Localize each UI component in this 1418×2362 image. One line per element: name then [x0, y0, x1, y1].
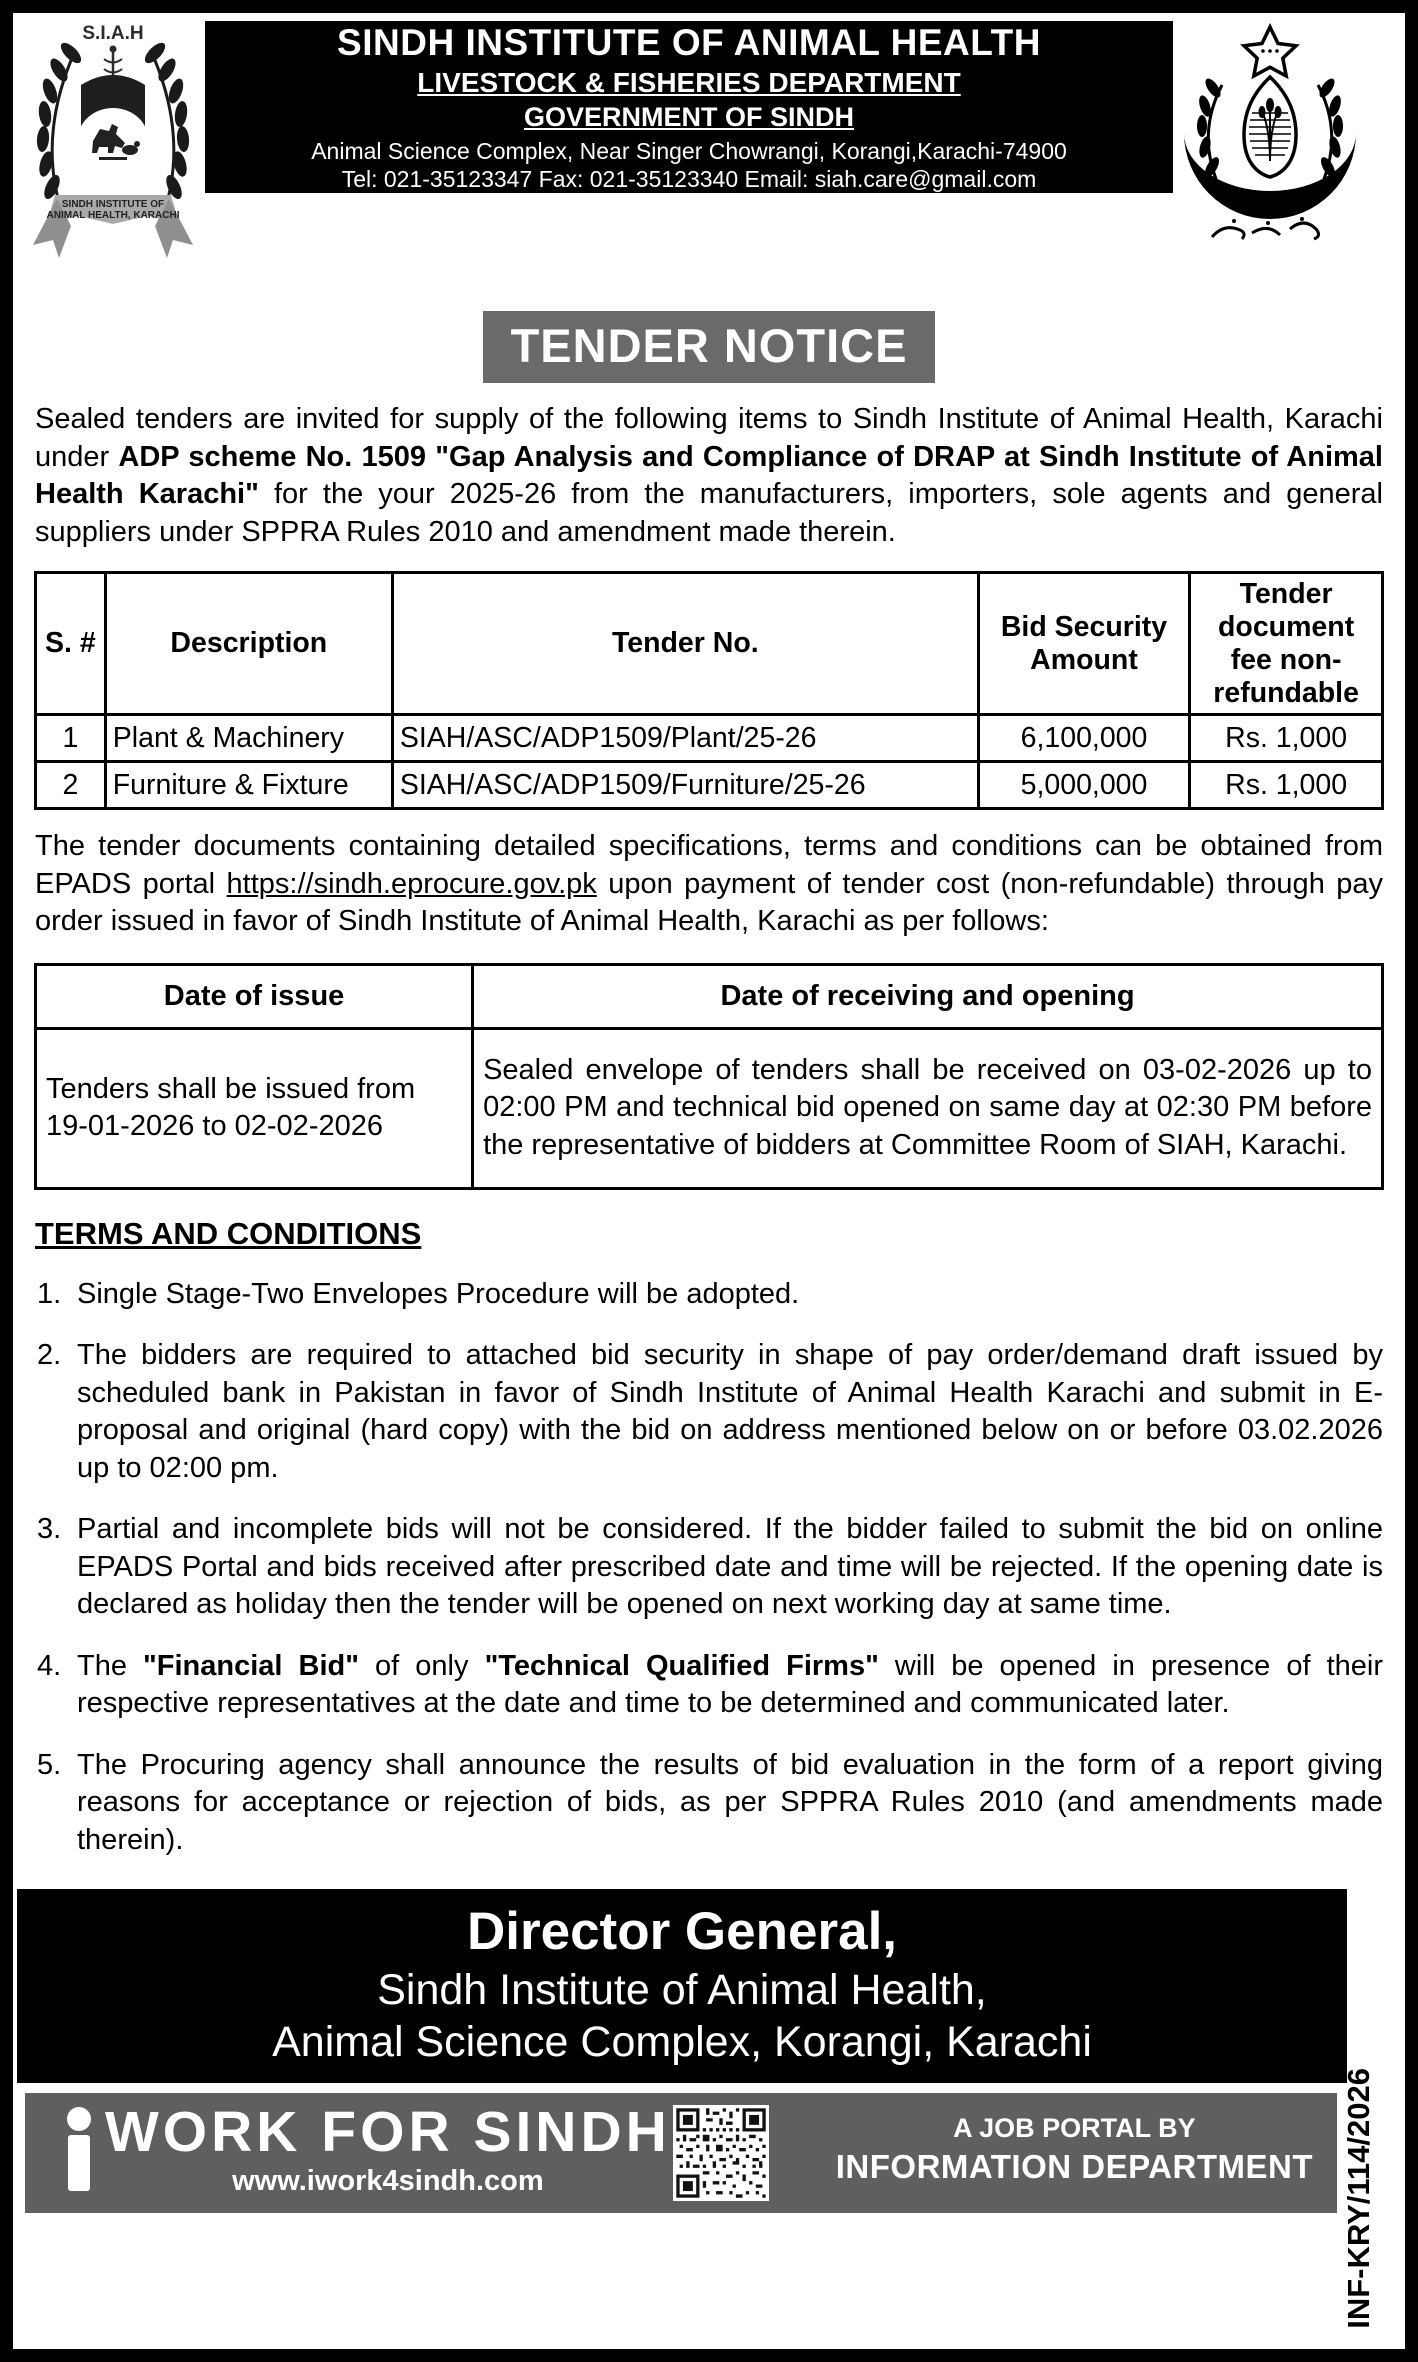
- term-item-5: [35, 1747, 1383, 1860]
- item-description: Furniture & Fixture: [105, 762, 392, 809]
- sindh-govt-emblem-graphic: [1150, 21, 1390, 271]
- intro-text: Sealed tenders are invited for supply of the following items to Sindh Institute of Animal Health, Karachi under: [35, 403, 1383, 473]
- laurel-left: [1197, 76, 1224, 179]
- star-icon: [1244, 27, 1296, 76]
- siah-logo: [27, 19, 199, 271]
- item-bid-security: 6,100,000: [978, 715, 1189, 762]
- terms-heading: TERMS AND CONDITIONS: [35, 1215, 422, 1251]
- item-doc-fee: Rs. 1,000: [1190, 715, 1383, 762]
- term-text: of only: [359, 1649, 485, 1682]
- term-number: 5.: [37, 1748, 62, 1781]
- signature-block: [17, 1889, 1347, 2083]
- item-description: Plant & Machinery: [105, 715, 392, 762]
- items-table-header-row: [36, 573, 1383, 715]
- term-number: 4.: [37, 1649, 62, 1682]
- item-sno: 1: [36, 715, 106, 762]
- eprocure-link[interactable]: https://sindh.eprocure.gov.pk: [226, 867, 597, 900]
- term-number: 3.: [37, 1513, 62, 1545]
- siah-acronym-label: S.I.A.H: [82, 23, 144, 44]
- portal-text-tail: upon payment of tender cost (non-refundable) through pay order issued in favor of Sindh Institute of Animal Health, Karachi as per follows:: [35, 867, 1383, 937]
- title-row: [23, 311, 1395, 383]
- signatory-title: Director General,: [466, 1902, 898, 1961]
- org-address: Animal Science Complex, Near Singer Chowrangi, Korangi,Karachi-74900: [311, 137, 1067, 164]
- signatory-org: Sindh Institute of Animal Health,: [377, 1966, 987, 2014]
- advert-reference-number: INF-KRY/114/2026: [1341, 2068, 1376, 2329]
- term-text: will be opened in presence of their respective representatives at the date and time to be determined and communicated later.: [77, 1649, 1383, 1719]
- siah-emblem-graphic: [27, 19, 199, 271]
- urdu-script: [1212, 217, 1319, 239]
- intro-scheme-bold: ADP scheme No. 1509 "Gap Analysis and Compliance of DRAP at Sindh Institute of Animal Health Karachi": [35, 440, 1383, 510]
- item-doc-fee: Rs. 1,000: [1190, 762, 1383, 809]
- term-bold-financial-bid: "Financial Bid": [143, 1649, 359, 1682]
- items-table: [34, 571, 1384, 810]
- tagline-line2: INFORMATION DEPARTMENT: [835, 2148, 1313, 2185]
- dates-header-issue: Date of issue: [36, 964, 473, 1028]
- term-text: The Procuring agency shall announce the results of bid evaluation in the form of a report giving reasons for acceptance or rejection of bids, as per SPPRA Rules 2010 (and amendments made therein).: [77, 1748, 1383, 1856]
- ribbon-text-line1: SINDH INSTITUTE OF: [61, 199, 165, 210]
- banner-url[interactable]: www.iwork4sindh.com: [232, 2165, 544, 2197]
- term-number: 1.: [37, 1277, 62, 1310]
- portal-paragraph: [35, 828, 1383, 941]
- dates-table: [34, 963, 1384, 1190]
- header: [23, 19, 1395, 275]
- item-sno: 2: [36, 762, 106, 809]
- dates-table-header-row: [36, 964, 1383, 1028]
- term-item-2: [35, 1337, 1383, 1487]
- ribbon-banner: [33, 195, 193, 258]
- tagline-line1: A JOB PORTAL BY: [953, 2113, 1196, 2143]
- term-text: The: [77, 1649, 144, 1682]
- term-number: 2.: [37, 1339, 62, 1371]
- items-header-sno: S. #: [36, 573, 106, 715]
- term-text: Partial and incomplete bids will not be considered. If the bidder failed to submit the bid on online EPADS Portal and bids received after prescribed date and time will be rejected. If the opening date is declared as holiday then the tender will be opened on next working day at same time.: [77, 1513, 1383, 1620]
- items-header-doc-fee: Tender document fee non-refundable: [1190, 573, 1383, 715]
- dates-table-row: [36, 1028, 1383, 1188]
- dates-header-receiving: Date of receiving and opening: [473, 964, 1383, 1028]
- caduceus-icon: [104, 46, 122, 81]
- government-name: GOVERNMENT OF SINDH: [523, 101, 854, 132]
- table-row: [36, 762, 1383, 809]
- item-tender-no: SIAH/ASC/ADP1509/Plant/25-26: [392, 715, 978, 762]
- term-text: Single Stage-Two Envelopes Procedure will be adopted.: [77, 1277, 800, 1310]
- wheat-icon: [1260, 99, 1281, 161]
- item-bid-security: 5,000,000: [978, 762, 1189, 809]
- term-text: The bidders are required to attached bid security in shape of pay order/demand draft issued by scheduled bank in Pakistan in favor of Sindh Institute of Animal Health Karachi and submit in E-proposal and original (hard copy) with the bid on address mentioned below on or before 03.02.2026 up to 02:00 pm.: [77, 1339, 1383, 1484]
- term-item-4: [35, 1648, 1383, 1723]
- qr-code-icon: [673, 2105, 769, 2201]
- job-portal-tagline: [836, 2113, 1313, 2186]
- shield-icon: [1244, 77, 1296, 177]
- header-titles: [205, 21, 1173, 193]
- department-name: LIVESTOCK & FISHERIES DEPARTMENT: [417, 66, 961, 98]
- items-header-bid-security: Bid Security Amount: [978, 573, 1189, 715]
- items-header-description: Description: [105, 573, 392, 715]
- org-contact: Tel: 021-35123347 Fax: 021-35123340 Email: siah.care@gmail.com: [341, 165, 1037, 192]
- sindh-govt-logo: [1145, 21, 1395, 271]
- portal-text: The tender documents containing detailed specifications, terms and conditions can be obtained from EPADS portal: [35, 830, 1383, 900]
- term-item-1: [35, 1276, 1383, 1314]
- person-i-icon: [67, 2107, 91, 2191]
- dates-receiving-cell: Sealed envelope of tenders shall be received on 03-02-2026 up to 02:00 PM and technical bid opened on same day at 02:30 PM before the representative of bidders at Committee Room of SIAH, Karachi.: [473, 1028, 1383, 1188]
- org-name: SINDH INSTITUTE OF ANIMAL HEALTH: [337, 21, 1041, 63]
- dates-issue-cell: Tenders shall be issued from 19-01-2026 to 02-02-2026: [36, 1028, 473, 1188]
- intro-text-tail: for the your 2025-26 from the manufacturers, importers, sole agents and general suppliers under SPPRA Rules 2010 and amendment made therein.: [35, 478, 1383, 548]
- items-header-tender-no: Tender No.: [392, 573, 978, 715]
- page-title: TENDER NOTICE: [483, 311, 936, 383]
- term-bold-qualified-firms: "Technical Qualified Firms": [484, 1649, 879, 1682]
- term-item-3: [35, 1511, 1383, 1624]
- ribbon-text-line2: ANIMAL HEALTH, KARACHI: [46, 210, 180, 221]
- laurel-right: [1317, 76, 1344, 179]
- signatory-address: Animal Science Complex, Korangi, Karachi: [272, 2018, 1092, 2066]
- intro-paragraph: [35, 401, 1383, 551]
- iworkforsindh-logo: [67, 2101, 671, 2198]
- banner-main-text: WORK FOR SINDH: [105, 2100, 671, 2164]
- item-tender-no: SIAH/ASC/ADP1509/Furniture/25-26: [392, 762, 978, 809]
- table-row: [36, 715, 1383, 762]
- job-portal-banner: [25, 2093, 1337, 2213]
